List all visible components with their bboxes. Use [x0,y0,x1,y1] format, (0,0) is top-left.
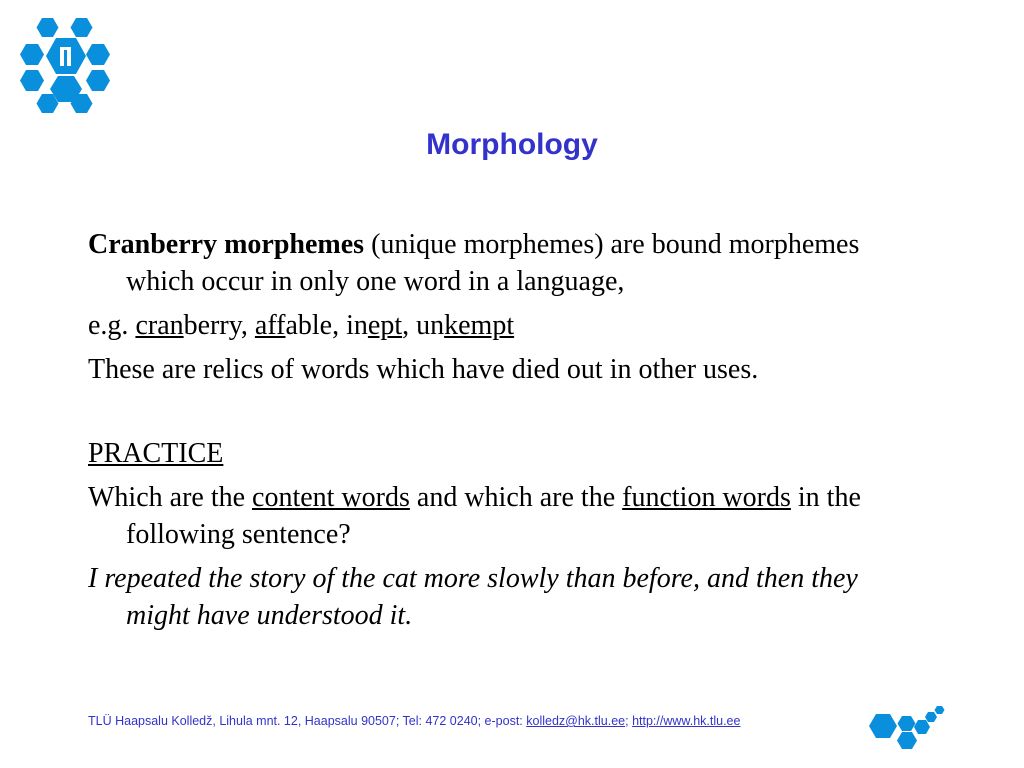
practice-heading: PRACTICE [88,438,224,469]
content-words-term: content words [252,482,410,513]
example-sentence: I repeated the story of the cat more slowly than before, and then they might have understood it. [88,563,858,631]
spacer [88,395,928,435]
definition-text: (unique morphemes) are bound morphemes which occur in only one word in a language, [126,229,860,297]
hexagon-cluster-logo-icon [14,14,124,124]
question-text-3: in the following sentence? [126,482,861,550]
question-text-1: Which are the [88,482,253,513]
slide-title: Morphology [426,128,598,161]
examples-prefix: e.g. [88,310,136,341]
slide-body [88,226,928,641]
footer-website-link[interactable]: http://www.hk.tlu.ee [632,714,741,728]
hexagon-dots-icon [866,704,950,752]
function-words-term: function words [622,482,791,513]
example-cran: cran [135,310,184,341]
example-kempt: kempt [444,310,515,341]
question-text-2: and which are the [409,482,623,513]
relics-paragraph: These are relics of words which have died out in other uses. [88,354,759,385]
footer-address: TLÜ Haapsalu Kolledž, Lihula mnt. 12, Haapsalu 90507; Tel: 472 0240; e-post: [88,714,527,728]
footer-separator: ; [625,714,633,728]
footer-email-link[interactable]: kolledz@hk.tlu.ee [526,714,626,728]
example-aff: aff [254,310,286,341]
example-un: , un [402,310,445,341]
practice-question [88,479,928,553]
definition-paragraph [88,226,928,300]
term-cranberry-morphemes: Cranberry morphemes [88,229,365,260]
examples-paragraph [88,307,928,344]
example-ept: ept [367,310,403,341]
example-able: able, in [285,310,368,341]
example-berry: berry, [183,310,255,341]
footer [88,714,740,728]
